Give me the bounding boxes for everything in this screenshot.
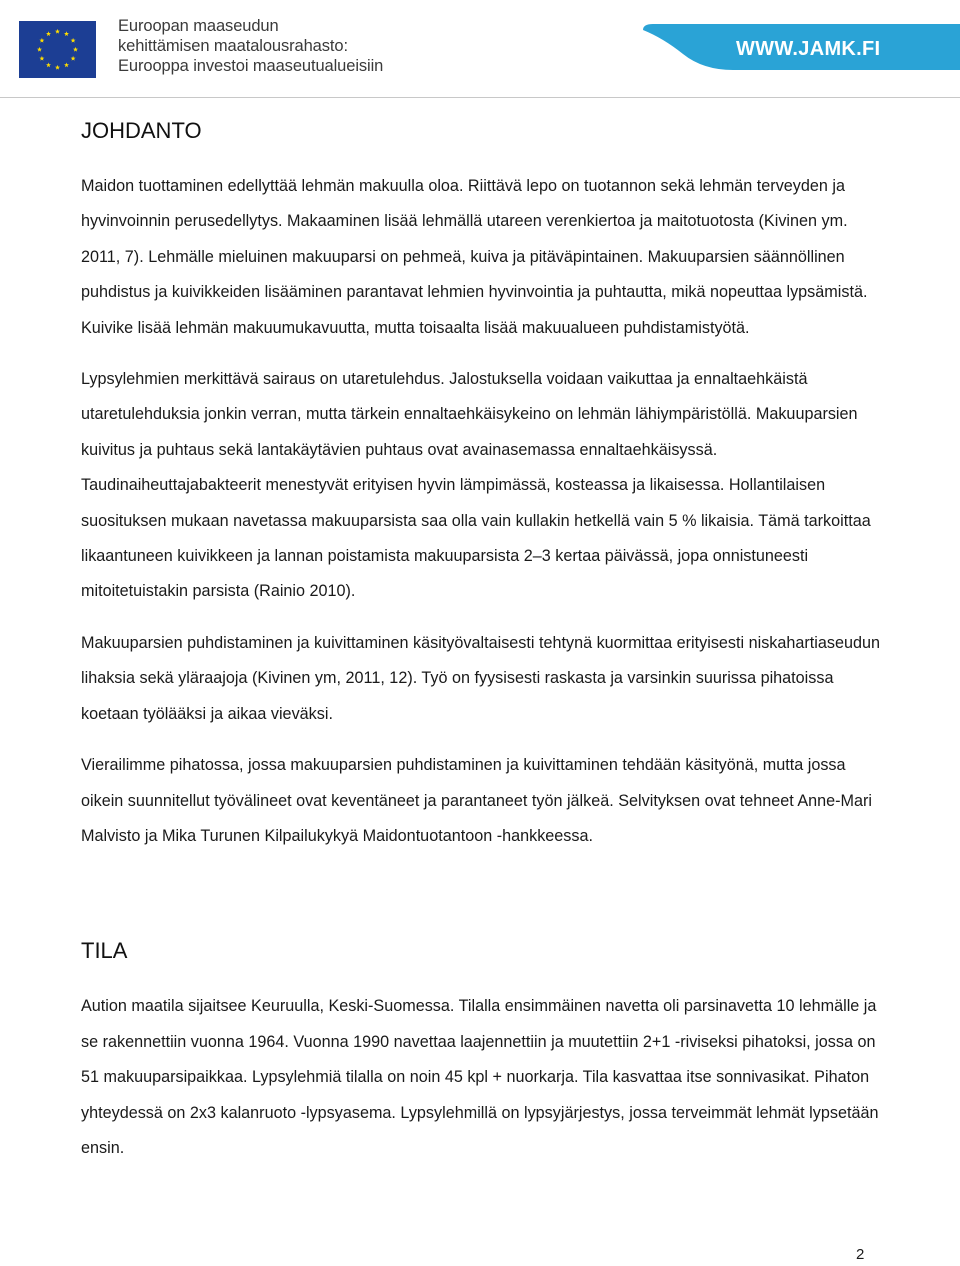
header-divider [0, 97, 960, 98]
heading-johdanto: JOHDANTO [81, 118, 202, 143]
page-number: 2 [856, 1246, 865, 1263]
eafrd-line-2: kehittämisen maatalousrahasto: [118, 37, 348, 55]
paragraph-tila-1: Aution maatila sijaitsee Keuruulla, Keski-Suomessa. Tilalla ensimmäinen navetta oli parsinavetta 10 lehmälle ja se rakennettiin vuonna 1964. Vuonna 1990 navettaa laajennettiin ja muutettiin 2+1 -riviseksi pihatoksi, jossa on 51 makuuparsipaikkaa. Lypsylehmiä tilalla on noin 45 kpl + nuorkarja. Tila kasvattaa itse sonnivasikat. Pihaton yhteydessä on 2x3 kalanruoto -lypsyasema. Lypsylehmillä on lypsyjärjestys, jossa terveimmät lehmät lypsetään ensin. [81, 997, 879, 1157]
eafrd-line-3: Eurooppa investoi maaseutualueisiin [118, 57, 384, 75]
eafrd-line-1: Euroopan maaseudun [118, 17, 279, 35]
page-header [0, 0, 960, 98]
paragraph-johdanto-3: Makuuparsien puhdistaminen ja kuivittaminen käsityövaltaisesti tehtynä kuormittaa erityisesti niskahartiaseudun lihaksia sekä yläraajoja (Kivinen ym, 2011, 12). Työ on fyysisesti raskasta ja varsinkin suurissa pihatoissa koetaan työlääksi ja aikaa vieväksi. [81, 633, 880, 723]
website-link[interactable]: WWW.JAMK.FI [736, 38, 881, 60]
paragraph-johdanto-4: Vierailimme pihatossa, jossa makuuparsien puhdistaminen ja kuivittaminen tehdään käsityönä, mutta jossa oikein suunnitellut työvälineet ovat keventäneet ja parantaneet työn jälkeä. Selvityksen ovat tehneet Anne-Mari Malvisto ja Mika Turunen Kilpailukykyä Maidontuotantoon -hankkeessa. [81, 756, 872, 845]
document-body [81, 118, 881, 1166]
eu-stars-icon [19, 21, 96, 78]
heading-tila: TILA [81, 938, 128, 964]
eafrd-caption [118, 16, 418, 76]
paragraph-johdanto-2: Lypsylehmien merkittävä sairaus on utaretulehdus. Jalostuksella voidaan vaikuttaa ja ennaltaehkäistä utaretulehduksia jonkin verran, mutta tärkein ennaltaehkäisykeino on lehmän lähiympäristöllä. Makuuparsien kuivitus ja puhtaus sekä lantakäytävien puhtaus ovat avainasemassa ennaltaehkäisyssä. Taudinaiheuttajabakteerit menestyvät erityisen hyvin lämpimässä, kosteassa ja likaisessa. Hollantilaisen suosituksen mukaan navetassa makuuparsista saa olla vain kullakin hetkellä vain 5 % likaisia. Tämä tarkoittaa likaantuneen kuivikkeen ja lannan poistamista makuuparsista 2–3 kertaa päivässä, jopa onnistuneesti mitoitetuistakin parsista (Rainio 2010). [81, 370, 871, 601]
eu-flag-logo [19, 21, 96, 78]
paragraph-johdanto-1: Maidon tuottaminen edellyttää lehmän makuulla oloa. Riittävä lepo on tuotannon sekä lehmän terveyden ja hyvinvoinnin perusedellytys. Makaaminen lisää lehmällä utareen verenkiertoa ja maitotuotosta (Kivinen ym. 2011, 7). Lehmälle mieluinen makuuparsi on pehmeä, kuiva ja pitäväpintainen. Makuuparsien säännöllinen puhdistus ja kuivikkeiden lisääminen parantavat lehmien hyvinvointia ja puhtautta, mikä nopeuttaa lypsämistä. Kuivike lisää lehmän makuumukavuutta, mutta toisaalta lisää makuualueen puhdistamistyötä. [81, 177, 868, 337]
